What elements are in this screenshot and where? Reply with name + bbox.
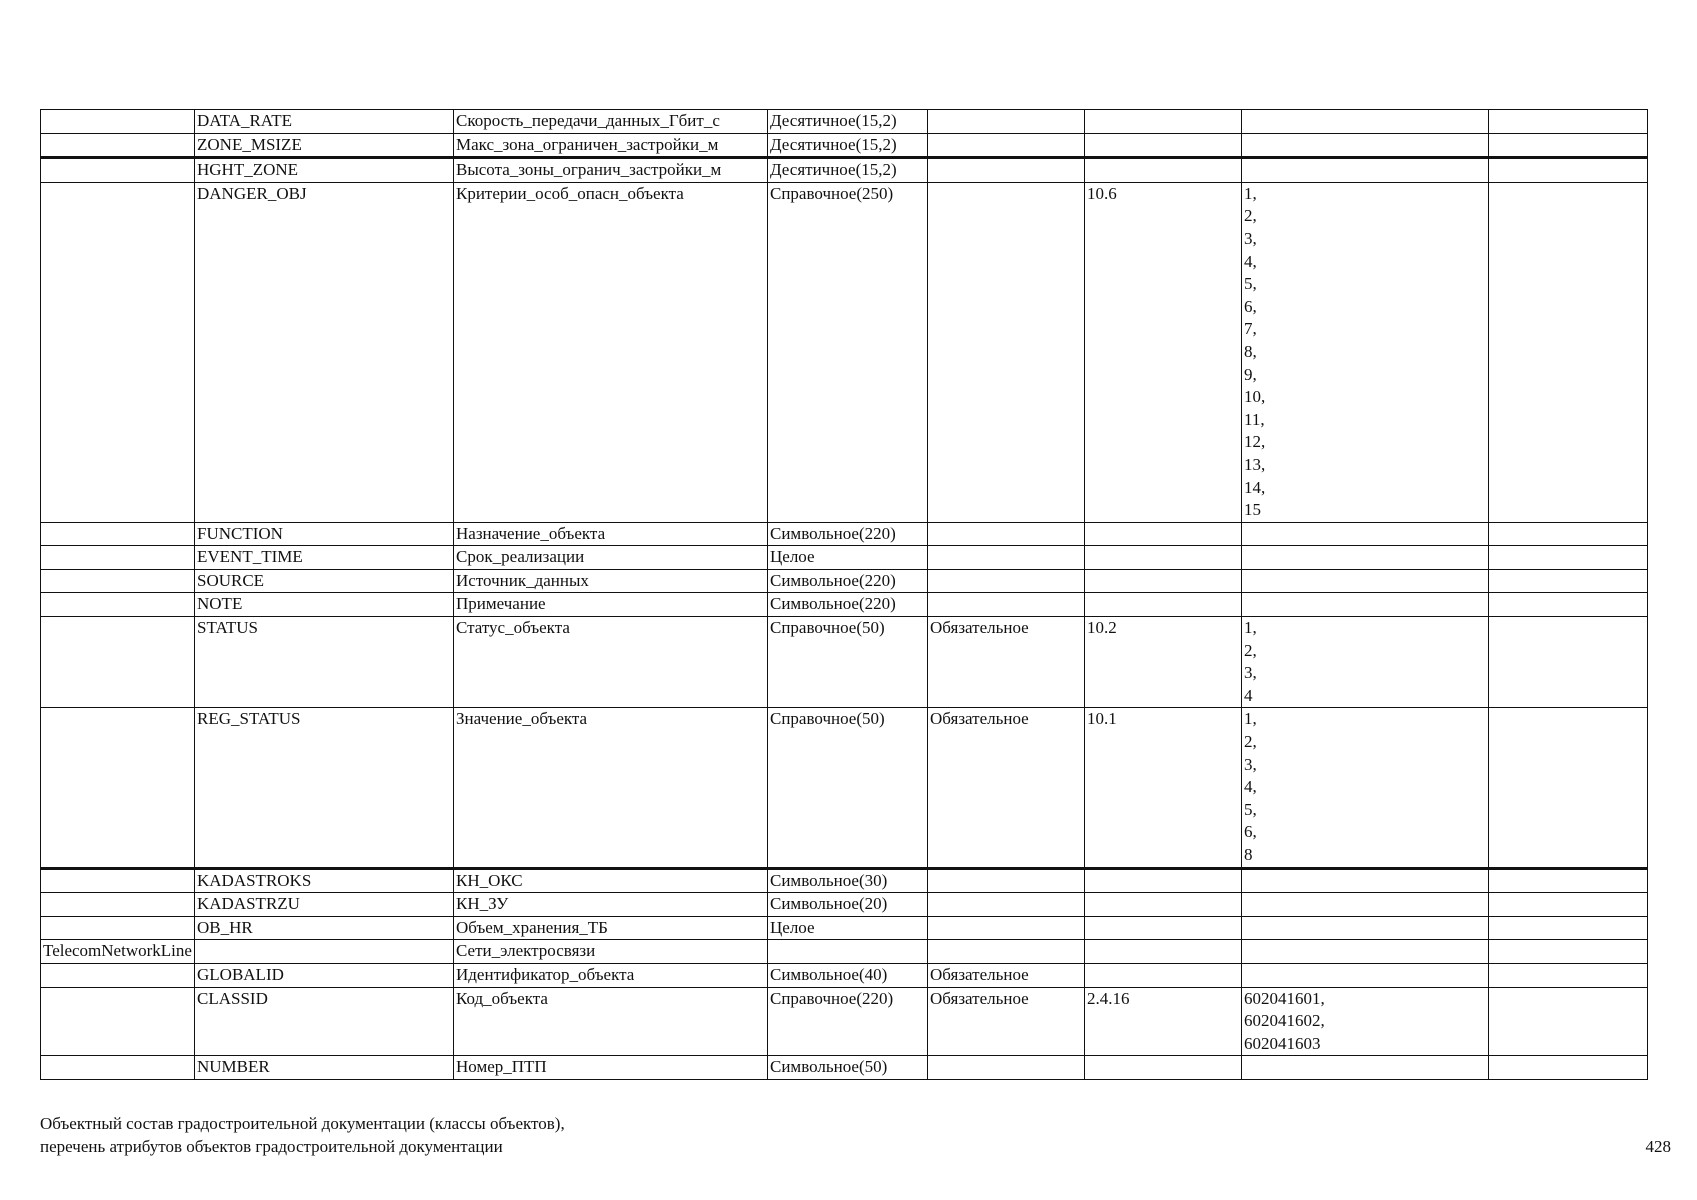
- required-flag-cell: [928, 868, 1085, 893]
- reference-number-cell: [1085, 893, 1242, 917]
- reference-number-cell: [1085, 1056, 1242, 1080]
- table-row: [41, 110, 1648, 134]
- footer-caption-line-1: Объектный состав градостроительной документации (классы объектов),: [40, 1114, 565, 1133]
- attribute-name-cell: Статус_объекта: [454, 617, 768, 708]
- reference-number-cell: 2.4.16: [1085, 987, 1242, 1056]
- attribute-code-cell: REG_STATUS: [195, 708, 454, 868]
- attribute-name-cell: Скорость_передачи_данных_Гбит_с: [454, 110, 768, 134]
- reference-number-cell: [1085, 868, 1242, 893]
- attribute-name-cell: Макс_зона_ограничен_застройки_м: [454, 133, 768, 158]
- table-row: [41, 617, 1648, 708]
- required-flag-cell: [928, 1056, 1085, 1080]
- reference-number-cell: [1085, 940, 1242, 964]
- class-name-cell: TelecomNetworkLine: [41, 940, 195, 964]
- data-type-cell: Символьное(220): [768, 593, 928, 617]
- footer-caption-line-2: перечень атрибутов объектов градостроительной документации: [40, 1137, 503, 1156]
- note-cell: [1489, 182, 1648, 522]
- table-row: [41, 940, 1648, 964]
- note-cell: [1489, 546, 1648, 570]
- class-name-cell: [41, 133, 195, 158]
- attribute-code-cell: CLASSID: [195, 987, 454, 1056]
- allowed-values-cell: [1242, 868, 1489, 893]
- allowed-values-cell: [1242, 522, 1489, 546]
- data-type-cell: Десятичное(15,2): [768, 110, 928, 134]
- table-row: [41, 522, 1648, 546]
- data-type-cell: Символьное(220): [768, 569, 928, 593]
- class-name-cell: [41, 987, 195, 1056]
- attribute-code-cell: OB_HR: [195, 916, 454, 940]
- attribute-code-cell: KADASTRZU: [195, 893, 454, 917]
- data-type-cell: Целое: [768, 916, 928, 940]
- required-flag-cell: Обязательное: [928, 617, 1085, 708]
- allowed-values-cell: [1242, 893, 1489, 917]
- required-flag-cell: [928, 110, 1085, 134]
- attribute-name-cell: Высота_зоны_огранич_застройки_м: [454, 158, 768, 183]
- allowed-values-cell: [1242, 546, 1489, 570]
- note-cell: [1489, 893, 1648, 917]
- note-cell: [1489, 593, 1648, 617]
- class-name-cell: [41, 569, 195, 593]
- attribute-code-cell: GLOBALID: [195, 963, 454, 987]
- required-flag-cell: Обязательное: [928, 987, 1085, 1056]
- table-row: [41, 133, 1648, 158]
- required-flag-cell: [928, 569, 1085, 593]
- attribute-code-cell: NUMBER: [195, 1056, 454, 1080]
- data-type-cell: Десятичное(15,2): [768, 158, 928, 183]
- data-type-cell: [768, 940, 928, 964]
- class-name-cell: [41, 158, 195, 183]
- note-cell: [1489, 617, 1648, 708]
- class-name-cell: [41, 546, 195, 570]
- data-type-cell: Символьное(20): [768, 893, 928, 917]
- class-name-cell: [41, 893, 195, 917]
- allowed-values-cell: [1242, 569, 1489, 593]
- note-cell: [1489, 522, 1648, 546]
- class-name-cell: [41, 1056, 195, 1080]
- reference-number-cell: [1085, 963, 1242, 987]
- table-row: [41, 893, 1648, 917]
- table-row: [41, 708, 1648, 868]
- required-flag-cell: [928, 940, 1085, 964]
- attribute-name-cell: Номер_ПТП: [454, 1056, 768, 1080]
- required-flag-cell: [928, 593, 1085, 617]
- class-name-cell: [41, 963, 195, 987]
- allowed-values-cell: [1242, 133, 1489, 158]
- attribute-name-cell: Идентификатор_объекта: [454, 963, 768, 987]
- allowed-values-cell: [1242, 158, 1489, 183]
- reference-number-cell: [1085, 546, 1242, 570]
- attribute-name-cell: Код_объекта: [454, 987, 768, 1056]
- reference-number-cell: [1085, 158, 1242, 183]
- note-cell: [1489, 916, 1648, 940]
- attribute-code-cell: NOTE: [195, 593, 454, 617]
- table-row: [41, 182, 1648, 522]
- note-cell: [1489, 963, 1648, 987]
- required-flag-cell: Обязательное: [928, 963, 1085, 987]
- class-name-cell: [41, 110, 195, 134]
- attribute-name-cell: Объем_хранения_ТБ: [454, 916, 768, 940]
- attribute-name-cell: Источник_данных: [454, 569, 768, 593]
- attribute-name-cell: Критерии_особ_опасн_объекта: [454, 182, 768, 522]
- attribute-code-cell: SOURCE: [195, 569, 454, 593]
- allowed-values-cell: 1, 2, 3, 4: [1242, 617, 1489, 708]
- allowed-values-cell: [1242, 110, 1489, 134]
- required-flag-cell: [928, 916, 1085, 940]
- note-cell: [1489, 1056, 1648, 1080]
- attribute-code-cell: KADASTROKS: [195, 868, 454, 893]
- reference-number-cell: [1085, 916, 1242, 940]
- table-row: [41, 963, 1648, 987]
- page-number: 428: [1645, 1137, 1671, 1156]
- data-type-cell: Справочное(50): [768, 708, 928, 868]
- attribute-name-cell: Назначение_объекта: [454, 522, 768, 546]
- required-flag-cell: [928, 522, 1085, 546]
- required-flag-cell: [928, 546, 1085, 570]
- table-row: [41, 546, 1648, 570]
- class-name-cell: [41, 522, 195, 546]
- attribute-code-cell: FUNCTION: [195, 522, 454, 546]
- table-row: [41, 916, 1648, 940]
- attribute-code-cell: HGHT_ZONE: [195, 158, 454, 183]
- data-type-cell: Символьное(40): [768, 963, 928, 987]
- table-row: [41, 868, 1648, 893]
- data-type-cell: Десятичное(15,2): [768, 133, 928, 158]
- data-type-cell: Символьное(220): [768, 522, 928, 546]
- note-cell: [1489, 158, 1648, 183]
- data-type-cell: Символьное(30): [768, 868, 928, 893]
- table-row: [41, 1056, 1648, 1080]
- note-cell: [1489, 868, 1648, 893]
- reference-number-cell: 10.1: [1085, 708, 1242, 868]
- attribute-code-cell: STATUS: [195, 617, 454, 708]
- attribute-code-cell: ZONE_MSIZE: [195, 133, 454, 158]
- table-body: [41, 110, 1648, 1080]
- attribute-name-cell: Срок_реализации: [454, 546, 768, 570]
- required-flag-cell: Обязательное: [928, 708, 1085, 868]
- class-name-cell: [41, 916, 195, 940]
- allowed-values-cell: 1, 2, 3, 4, 5, 6, 8: [1242, 708, 1489, 868]
- allowed-values-cell: [1242, 593, 1489, 617]
- attribute-code-cell: EVENT_TIME: [195, 546, 454, 570]
- attribute-name-cell: Значение_объекта: [454, 708, 768, 868]
- required-flag-cell: [928, 158, 1085, 183]
- reference-number-cell: [1085, 569, 1242, 593]
- reference-number-cell: [1085, 593, 1242, 617]
- footer-caption: [40, 1112, 565, 1158]
- allowed-values-cell: [1242, 1056, 1489, 1080]
- table-row: [41, 158, 1648, 183]
- note-cell: [1489, 940, 1648, 964]
- attribute-code-cell: DATA_RATE: [195, 110, 454, 134]
- attributes-table: [40, 109, 1648, 1080]
- class-name-cell: [41, 868, 195, 893]
- attribute-name-cell: Примечание: [454, 593, 768, 617]
- class-name-cell: [41, 617, 195, 708]
- allowed-values-cell: 1, 2, 3, 4, 5, 6, 7, 8, 9, 10, 11, 12, 13, 14, 15: [1242, 182, 1489, 522]
- class-name-cell: [41, 593, 195, 617]
- attribute-code-cell: DANGER_OBJ: [195, 182, 454, 522]
- data-type-cell: Символьное(50): [768, 1056, 928, 1080]
- allowed-values-cell: [1242, 916, 1489, 940]
- attribute-name-cell: Сети_электросвязи: [454, 940, 768, 964]
- reference-number-cell: [1085, 133, 1242, 158]
- reference-number-cell: 10.6: [1085, 182, 1242, 522]
- reference-number-cell: [1085, 110, 1242, 134]
- required-flag-cell: [928, 893, 1085, 917]
- table-row: [41, 987, 1648, 1056]
- note-cell: [1489, 133, 1648, 158]
- required-flag-cell: [928, 133, 1085, 158]
- data-type-cell: Справочное(250): [768, 182, 928, 522]
- attribute-name-cell: КН_ОКС: [454, 868, 768, 893]
- allowed-values-cell: 602041601, 602041602, 602041603: [1242, 987, 1489, 1056]
- attribute-code-cell: [195, 940, 454, 964]
- data-type-cell: Справочное(220): [768, 987, 928, 1056]
- class-name-cell: [41, 708, 195, 868]
- note-cell: [1489, 987, 1648, 1056]
- data-type-cell: Целое: [768, 546, 928, 570]
- data-type-cell: Справочное(50): [768, 617, 928, 708]
- table-row: [41, 569, 1648, 593]
- note-cell: [1489, 110, 1648, 134]
- allowed-values-cell: [1242, 940, 1489, 964]
- attribute-name-cell: КН_ЗУ: [454, 893, 768, 917]
- note-cell: [1489, 708, 1648, 868]
- reference-number-cell: [1085, 522, 1242, 546]
- reference-number-cell: 10.2: [1085, 617, 1242, 708]
- note-cell: [1489, 569, 1648, 593]
- allowed-values-cell: [1242, 963, 1489, 987]
- class-name-cell: [41, 182, 195, 522]
- table-row: [41, 593, 1648, 617]
- required-flag-cell: [928, 182, 1085, 522]
